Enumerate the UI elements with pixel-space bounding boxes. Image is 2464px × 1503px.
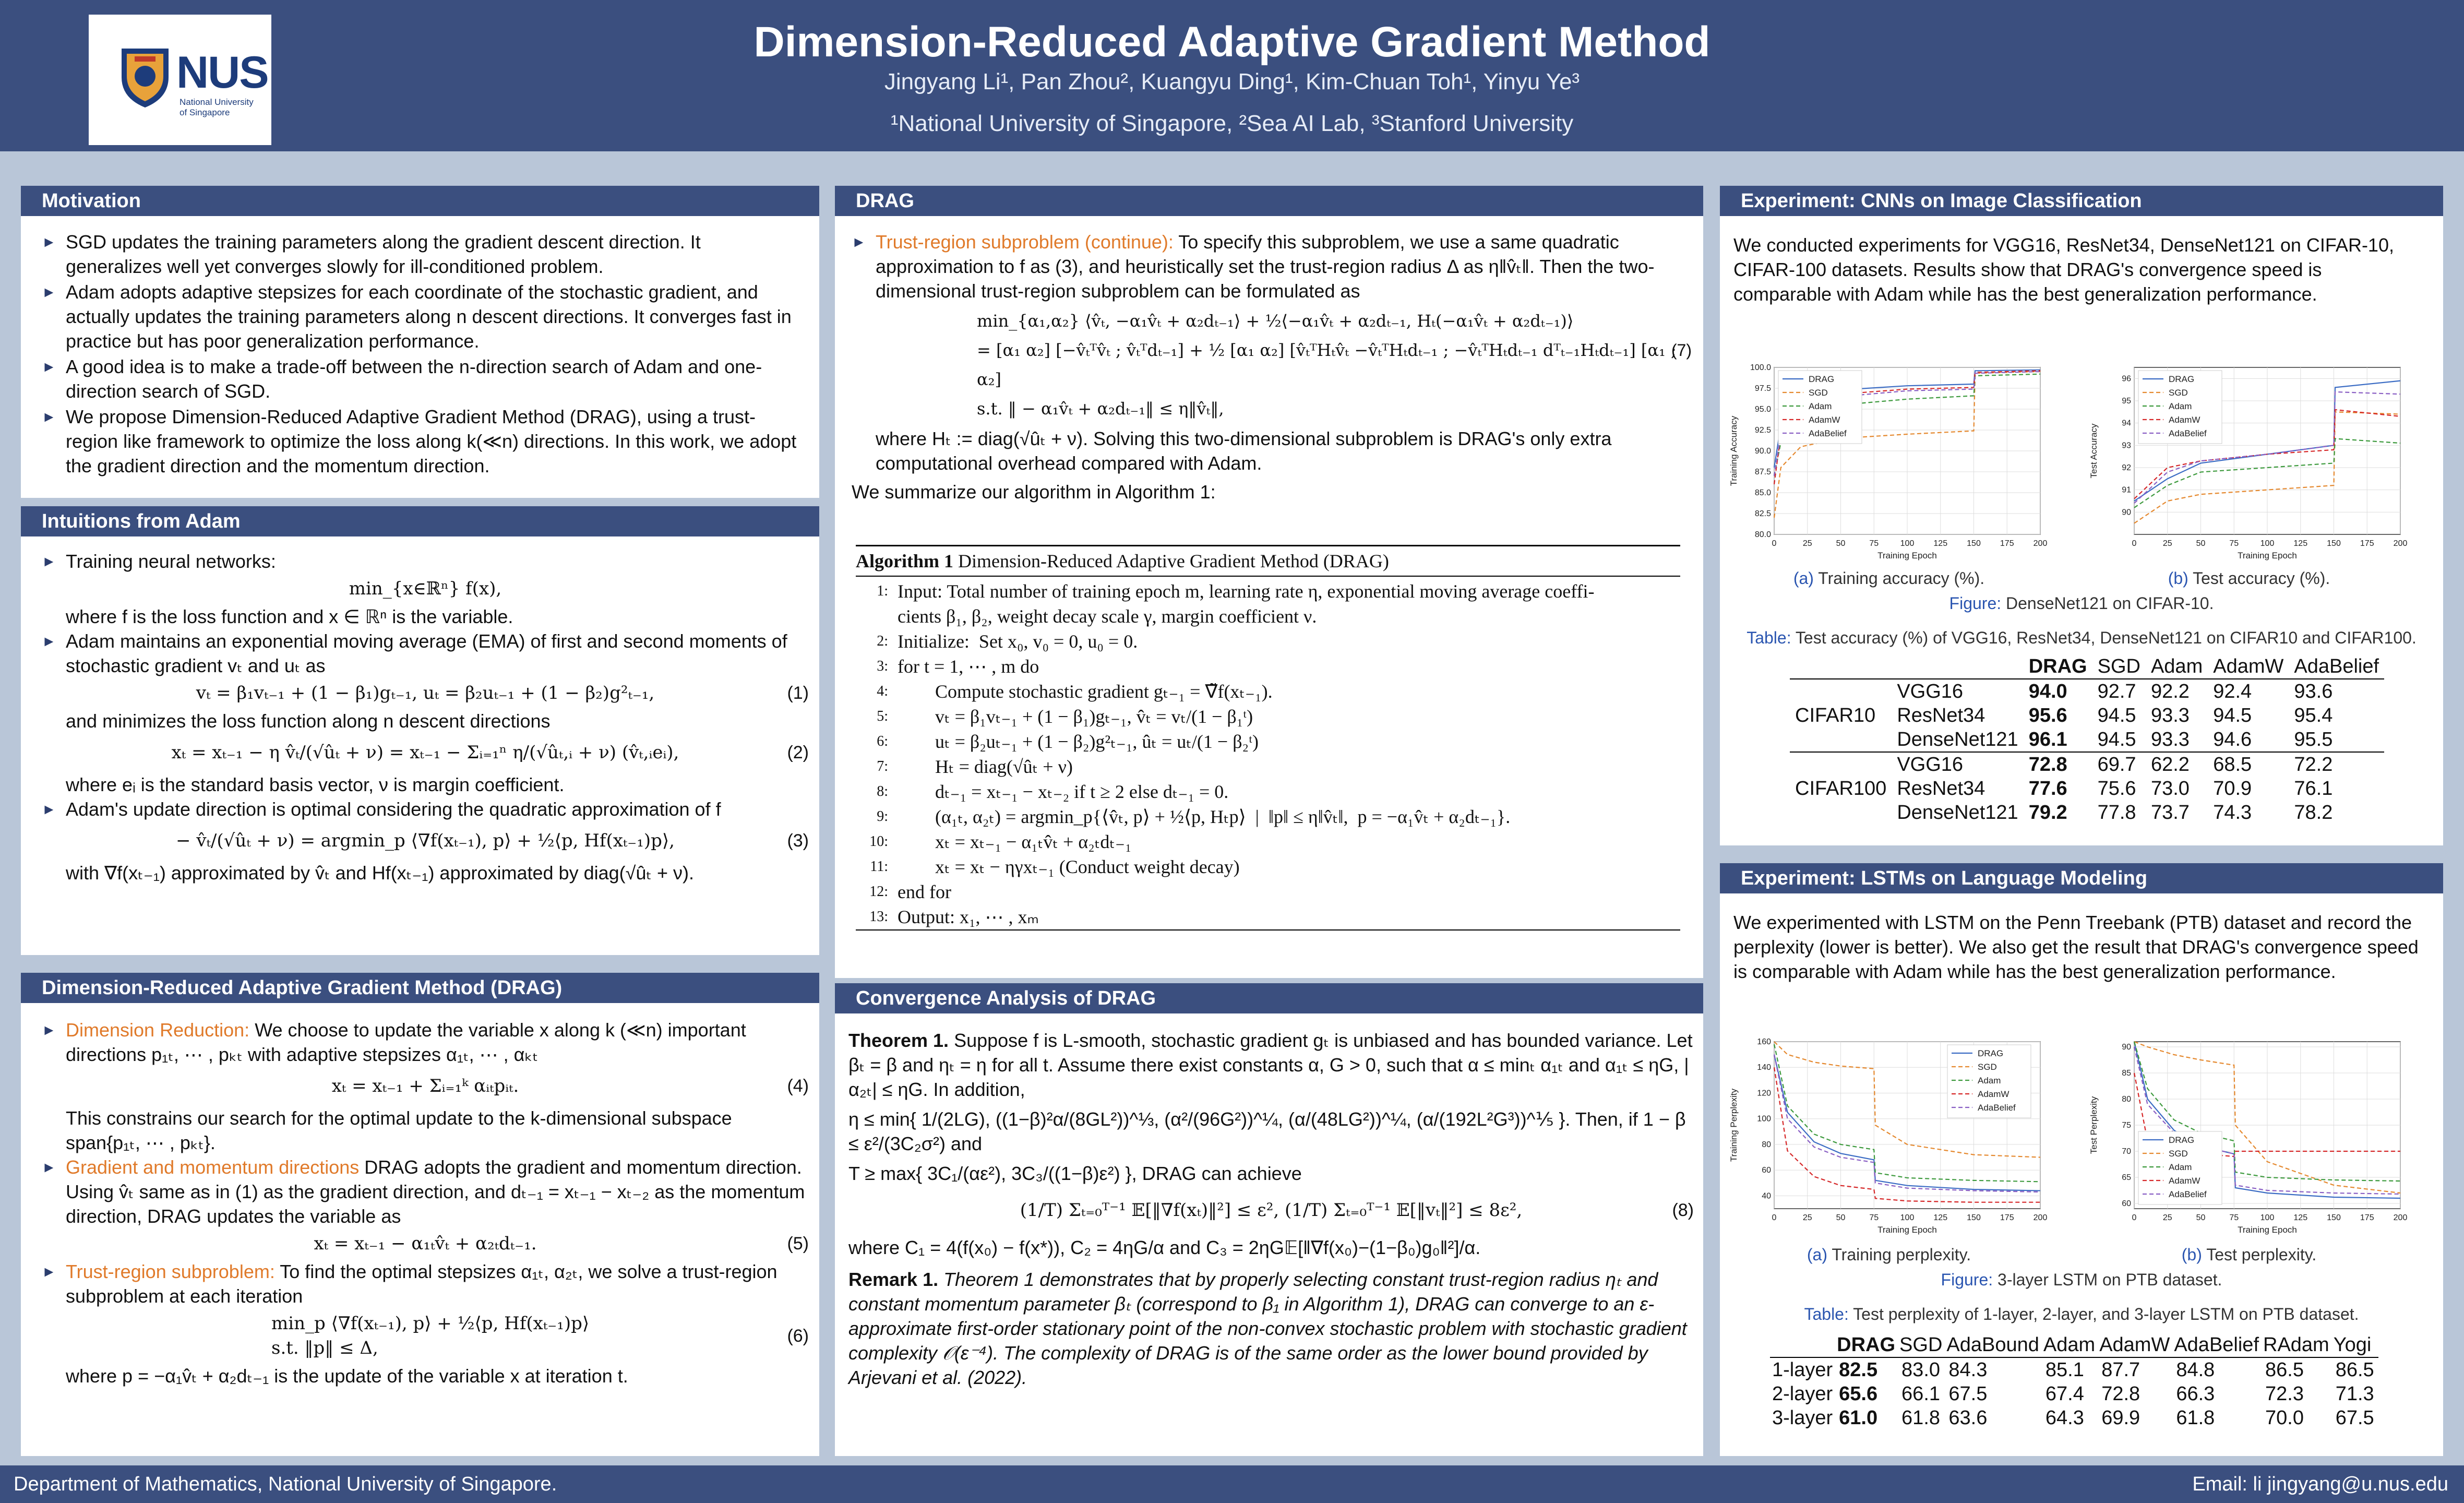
y-tick-label: 70 bbox=[2122, 1147, 2131, 1156]
algorithm-line-text: for t = 1, ⋯ , m do bbox=[898, 656, 1039, 677]
algorithm-line-number: 5: bbox=[877, 708, 888, 724]
table-cell: 95.5 bbox=[2294, 729, 2333, 750]
y-axis-label: Training Accuracy bbox=[1729, 415, 1739, 486]
legend-label: AdaBelief bbox=[1978, 1103, 2016, 1113]
algorithm-line-text: cients β₁, β₂, weight decay scale γ, margin coefficient ν. bbox=[898, 606, 1317, 627]
y-tick-label: 87.5 bbox=[1754, 468, 1771, 476]
legend-label: Adam bbox=[2169, 1162, 2192, 1172]
legend-label: AdaBelief bbox=[2169, 428, 2207, 438]
x-tick-label: 125 bbox=[1933, 539, 1948, 548]
x-tick-label: 100 bbox=[2260, 539, 2275, 548]
x-tick-label: 100 bbox=[2260, 1213, 2275, 1222]
algorithm-line-text: dₜ₋₁ = xₜ₋₁ − xₜ₋₂ if t ≥ 2 else dₜ₋₁ = 0. bbox=[898, 781, 1229, 802]
x-tick-label: 0 bbox=[2132, 539, 2137, 548]
y-tick-label: 100 bbox=[1757, 1114, 1771, 1124]
x-tick-label: 75 bbox=[2229, 539, 2239, 548]
table-cell: 94.5 bbox=[2097, 729, 2136, 750]
drag-body: ► Trust-region subproblem (continue): To specify this subproblem, we use a same quadratic approximation to f as (3), and heuristically set the trust-region radius Δ as η‖v̂ₜ‖. Then the two-dimensional trust-region subproblem can be formulated as min_{α₁,α₂} ⟨v̂ₜ, −α₁v̂ₜ + α₂dₜ₋₁⟩ + ½⟨−α₁v̂ₜ + α₂dₜ₋₁, Hₜ(−α₁v̂ₜ + α₂dₜ₋₁)⟩ = [α₁ α₂] [−v̂ₜᵀv̂ₜ ; v̂ₜᵀdₜ₋₁] + ½ [α₁ α₂] [v̂ₜᵀHₜv̂ₜ −v̂ₜᵀHₜdₜ₋₁ ; −v̂ₜᵀHₜdₜ₋₁ dᵀₜ₋₁Hₜdₜ₋₁] [α₁ ; α₂] s.t. ‖ − α₁v̂ₜ + α₂dₜ₋₁‖ ≤ η‖v̂ₜ‖, (7) where Hₜ := diag(√ûₜ + ν). Solving this two-dimensional subproblem is DRAG's only extra computational overhead compared with Adam. We summarize our algorithm in Algorithm 1: bbox=[852, 230, 1692, 504]
x-tick-label: 50 bbox=[2196, 539, 2206, 548]
equation-2: xₜ = xₜ₋₁ − η v̂ₜ/(√ûₜ + ν) = xₜ₋₁ − Σᵢ₌₁ⁿ η/(√ûₜ,ᵢ + ν) (v̂ₜ,ᵢeᵢ), (2) bbox=[171, 742, 809, 763]
y-tick-label: 92 bbox=[2122, 463, 2131, 472]
y-tick-label: 140 bbox=[1757, 1063, 1771, 1072]
x-axis-label: Training Epoch bbox=[1877, 551, 1937, 560]
table-cell: 86.5 bbox=[2335, 1359, 2374, 1381]
convergence-body: Theorem 1. Suppose f is L-smooth, stochastic gradient gₜ is unbiased and has bounded variance. Let βₜ = β and ηₜ = η for all t. Assume there exist constants α, G > 0, such that α ≤ minₜ α₁ₜ and α₁ₜ ≤ ηG, |α₂ₜ| ≤ ηG. In addition, η ≤ min{ 1/(2LG), ((1−β)²α/(8GL²))^⅓, (α²/(96G²))^¼, (α/(48LG²))^¼, (α/(192L²G³))^⅕ }. Then, if 1 − β ≤ ε²/(3C₂σ²) and T ≥ max{ 3C₁/(αε²), 3C₃/((1−β)ε²) }, DRAG can achieve (1/T) Σₜ₌₀ᵀ⁻¹ 𝔼[‖∇f(xₜ)‖²] ≤ ε², (1/T) Σₜ₌₀ᵀ⁻¹ 𝔼[‖vₜ‖²] ≤ 8ε², (8) where C₁ = 4(f(x₀) − f(x*)), C₂ = 4ηG/α and C₃ = 2ηG𝔼[‖∇f(x₀)−(1−β₀)g₀‖²]/α. Remark 1. Theorem 1 demonstrates that by properly selecting constant trust-region radius ηₜ and constant momentum parameter βₜ (correspond to β₁ in Algorithm 1), DRAG can converge to an ε-approximate first-order stationary point of the non-convex stochastic problem with stochastic gradient complexity 𝒪(ε⁻⁴). The complexity of DRAG is of the same order as the lower bound provided by Arjevani et al. (2022). bbox=[848, 1030, 1694, 1388]
x-tick-label: 175 bbox=[2000, 539, 2014, 548]
x-tick-label: 175 bbox=[2000, 1213, 2014, 1222]
table-header-row bbox=[1770, 1333, 2378, 1357]
table-row bbox=[1770, 1382, 2378, 1406]
table-cell: 70.9 bbox=[2213, 778, 2252, 800]
table-cell: 94.5 bbox=[2213, 705, 2252, 726]
algorithm-lines bbox=[856, 577, 1680, 931]
algorithm-line-text: Compute stochastic gradient gₜ₋₁ = ∇̃f(xₜ₋₁). bbox=[898, 681, 1273, 702]
algorithm-line bbox=[856, 829, 1680, 854]
x-axis-label: Training Epoch bbox=[1877, 1225, 1937, 1235]
poster-authors: Jingyang Li¹, Pan Zhou², Kuangyu Ding¹, Kim-Chuan Toh¹, Yinyu Ye³ bbox=[884, 69, 1580, 94]
poster-affiliations: ¹National University of Singapore, ²Sea AI Lab, ³Stanford University bbox=[890, 111, 1574, 136]
table-cell: 68.5 bbox=[2213, 754, 2252, 776]
legend-label: AdamW bbox=[2169, 1176, 2200, 1186]
algorithm-line-text: vₜ = β₁vₜ₋₁ + (1 − β₁)gₜ₋₁, v̂ₜ = vₜ/(1 − β₁ᵗ) bbox=[898, 706, 1253, 727]
drag-method-heading: Dimension-Reduced Adaptive Gradient Method (DRAG) bbox=[21, 973, 819, 1003]
chart-test-accuracy bbox=[2087, 360, 2411, 569]
y-tick-label: 80.0 bbox=[1754, 530, 1771, 539]
legend-label: SGD bbox=[1809, 388, 1828, 398]
algorithm-title: Algorithm 1 Dimension-Reduced Adaptive Gradient Method (DRAG) bbox=[856, 546, 1680, 577]
legend-label: AdamW bbox=[1978, 1089, 2010, 1099]
lstm-intro: We experimented with LSTM on the Penn Treebank (PTB) dataset and record the perplexity (lower is better). We also get the result that DRAG's convergence speed is comparable with Adam while has the best generalization performance. bbox=[1733, 912, 2419, 982]
table-cell: 66.3 bbox=[2176, 1383, 2215, 1405]
table-model-cell: DenseNet121 bbox=[1897, 729, 2018, 750]
legend-label: Adam bbox=[1978, 1076, 2001, 1086]
intuitions-body: ► Training neural networks: min_{x∈ℝⁿ} f(x), where f is the loss function and x ∈ ℝⁿ is the variable. ► Adam maintains an exponential moving average (EMA) of first and second moments of stochastic gradient vₜ and uₜ as vₜ = β₁vₜ₋₁ + (1 − β₁)gₜ₋₁, uₜ = β₂uₜ₋₁ + (1 − β₂)g²ₜ₋₁, (1) and minimizes the loss function along n descent directions xₜ = xₜ₋₁ − η v̂ₜ/(√ûₜ + ν) = xₜ₋₁ − Σᵢ₌₁ⁿ η/(√ûₜ,ᵢ + ν) (v̂ₜ,ᵢeᵢ), (2) where eᵢ is the standard basis vector, ν is margin coefficient. ► Adam's update direction is optimal considering the quadratic approximation of f − v̂ₜ/(√ûₜ + ν) = argmin_p ⟨∇f(xₜ₋₁), p⟩ + ½⟨p, Hf(xₜ₋₁)p⟩, (3) with ∇f(xₜ₋₁) approximated by v̂ₜ and Hf(xₜ₋₁) approximated by diag(√ûₜ + ν). bbox=[42, 549, 809, 885]
table-header-cell: SGD bbox=[2097, 655, 2140, 677]
table-header-cell: SGD bbox=[1899, 1334, 1943, 1356]
algorithm-line-number: 2: bbox=[877, 633, 888, 649]
table-cell: 92.2 bbox=[2150, 681, 2190, 702]
table-header-cell: DRAG bbox=[2028, 655, 2087, 677]
algorithm-line bbox=[856, 629, 1680, 654]
table-row-label: 2-layer bbox=[1772, 1383, 1833, 1405]
x-axis-label: Training Epoch bbox=[2238, 1225, 2297, 1235]
y-tick-label: 95.0 bbox=[1754, 405, 1771, 414]
legend-label: DRAG bbox=[2169, 374, 2195, 384]
cnn-intro: We conducted experiments for VGG16, ResNet34, DenseNet121 on CIFAR-10, CIFAR-100 datasets. Results show that DRAG's convergence speed is comparable with Adam while has the best generalization performance. bbox=[1733, 234, 2394, 305]
algorithm-line-text: end for bbox=[898, 881, 951, 902]
y-tick-label: 96 bbox=[2122, 374, 2131, 384]
y-tick-label: 80 bbox=[2122, 1095, 2131, 1104]
legend-label: AdaBelief bbox=[2169, 1189, 2207, 1199]
table-row bbox=[1770, 1357, 2378, 1382]
x-tick-label: 150 bbox=[2327, 539, 2341, 548]
y-tick-label: 94 bbox=[2122, 419, 2131, 428]
algorithm-box bbox=[856, 545, 1680, 931]
x-tick-label: 25 bbox=[2162, 1213, 2172, 1222]
algorithm-line bbox=[856, 704, 1680, 729]
table-cell: 67.5 bbox=[2335, 1407, 2374, 1429]
logo-subtitle: National University of Singapore bbox=[180, 97, 254, 117]
y-tick-label: 90 bbox=[2122, 508, 2131, 517]
legend-label: DRAG bbox=[1978, 1048, 2004, 1058]
y-tick-label: 90.0 bbox=[1754, 447, 1771, 456]
algorithm-line-text: (α₁ₜ, α₂ₜ) = argmin_p{⟨v̂ₜ, p⟩ + ½⟨p, Hₜp⟩ | ‖p‖ ≤ η‖v̂ₜ‖, p = −α₁v̂ₜ + α₂dₜ₋₁}. bbox=[898, 806, 1511, 827]
y-tick-label: 80 bbox=[1762, 1140, 1771, 1149]
table-cell: 62.2 bbox=[2150, 754, 2190, 776]
drag-method-body: ► Dimension Reduction: We choose to update the variable x along k (≪n) important directions p₁ₜ, ⋯ , pₖₜ with adaptive stepsizes α₁ₜ, ⋯ , αₖₜ xₜ = xₜ₋₁ + Σᵢ₌₁ᵏ αᵢₜpᵢₜ. (4) This constrains our search for the optimal update to the k-dimensional subspace span{p₁ₜ, ⋯ , pₖₜ}. ► Gradient and momentum directions DRAG adopts the gradient and momentum direction. Using v̂ₜ same as in (1) as the gradient direction, and dₜ₋₁ = xₜ₋₁ − xₜ₋₂ as the momentum direction, DRAG updates the variable as xₜ = xₜ₋₁ − α₁ₜv̂ₜ + α₂ₜdₜ₋₁. (5) ► Trust-region subproblem: To find the optimal stepsizes α₁ₜ, α₂ₜ, we solve a trust-region subproblem at each iteration min_p ⟨∇f(xₜ₋₁), p⟩ + ½⟨p, Hf(xₜ₋₁)p⟩ s.t. ‖p‖ ≤ Δ, (6) where p = −α₁v̂ₜ + α₂dₜ₋₁ is the update of the variable x at iteration t. bbox=[42, 1018, 809, 1388]
table-cell: 72.8 bbox=[2101, 1383, 2140, 1405]
equation-min: min_{x∈ℝⁿ} f(x), bbox=[349, 578, 502, 599]
table-cell: 71.3 bbox=[2335, 1383, 2374, 1405]
table-cell: 92.4 bbox=[2213, 681, 2252, 702]
algorithm-line-number bbox=[856, 604, 898, 629]
x-tick-label: 75 bbox=[2229, 1213, 2239, 1222]
table-header-cell: Adam bbox=[2150, 655, 2203, 677]
motivation-bullet: ► Adam adopts adaptive stepsizes for each coordinate of the stochastic gradient, and actually updates the training parameters along n descent directions. It converges fast in practice but has poor generalization performance. bbox=[42, 280, 798, 353]
table-model-cell: ResNet34 bbox=[1897, 778, 1985, 800]
table-header-cell: Yogi bbox=[2333, 1334, 2372, 1356]
table-cell: 69.7 bbox=[2097, 754, 2136, 776]
footer-email[interactable]: Email: li jingyang@u.nus.edu bbox=[2192, 1473, 2448, 1495]
legend-label: SGD bbox=[2169, 1149, 2188, 1159]
legend-label: AdamW bbox=[2169, 415, 2200, 425]
table-cell: 72.8 bbox=[2028, 754, 2067, 776]
x-tick-label: 200 bbox=[2033, 1213, 2048, 1222]
y-tick-label: 120 bbox=[1757, 1089, 1771, 1098]
y-tick-label: 82.5 bbox=[1754, 509, 1771, 518]
table-cell: 95.4 bbox=[2294, 705, 2333, 726]
chart-test-perplexity bbox=[2087, 1034, 2411, 1243]
algorithm-line bbox=[856, 904, 1680, 929]
table-cell: 72.2 bbox=[2294, 754, 2333, 776]
y-tick-label: 75 bbox=[2122, 1121, 2131, 1130]
equation-3: − v̂ₜ/(√ûₜ + ν) = argmin_p ⟨∇f(xₜ₋₁), p⟩ + ½⟨p, Hf(xₜ₋₁)p⟩, (3) bbox=[176, 830, 809, 851]
algorithm-line-text: Hₜ = diag(√ûₜ + ν) bbox=[898, 756, 1073, 777]
table-cell: 84.8 bbox=[2176, 1359, 2215, 1381]
table-header-cell: AdaBelief bbox=[2294, 655, 2379, 677]
table-cell: 70.0 bbox=[2265, 1407, 2304, 1429]
table-cell: 64.3 bbox=[2045, 1407, 2084, 1429]
legend-label: AdamW bbox=[1809, 415, 1840, 425]
table-cell: 61.8 bbox=[1901, 1407, 1941, 1429]
table-row-label: 3-layer bbox=[1772, 1407, 1833, 1429]
table-cell: 96.1 bbox=[2028, 729, 2067, 750]
x-tick-label: 125 bbox=[2293, 539, 2308, 548]
table-cell: 67.4 bbox=[2045, 1383, 2084, 1405]
table-header-cell: AdaBelief bbox=[2174, 1334, 2259, 1356]
algorithm-line-number: 3: bbox=[877, 658, 888, 674]
algorithm-line bbox=[856, 804, 1680, 829]
y-tick-label: 92.5 bbox=[1754, 426, 1771, 435]
table-header-cell: DRAG bbox=[1837, 1334, 1896, 1356]
y-tick-label: 40 bbox=[1762, 1191, 1771, 1201]
subcaption-b: (b) Test perplexity. bbox=[2181, 1245, 2317, 1264]
legend-label: DRAG bbox=[2169, 1135, 2195, 1145]
lstm-heading: Experiment: LSTMs on Language Modeling bbox=[1720, 863, 2443, 893]
legend-label: DRAG bbox=[1809, 374, 1835, 384]
algorithm-line-text: xₜ = xₜ₋₁ − α₁ₜv̂ₜ + α₂ₜdₜ₋₁ bbox=[898, 831, 1132, 852]
table-cell: 75.6 bbox=[2097, 778, 2136, 800]
table-row bbox=[1790, 752, 2384, 777]
table-cell: 93.3 bbox=[2150, 729, 2190, 750]
table-cell: 76.1 bbox=[2294, 778, 2333, 800]
table-cell: 82.5 bbox=[1839, 1359, 1878, 1381]
table-cell: 74.3 bbox=[2213, 802, 2252, 824]
y-tick-label: 95 bbox=[2122, 397, 2131, 405]
poster-title: Dimension-Reduced Adaptive Gradient Method bbox=[753, 18, 1711, 66]
x-tick-label: 0 bbox=[2132, 1213, 2137, 1222]
algorithm-line bbox=[856, 729, 1680, 754]
algorithm-line-number: 1: bbox=[877, 583, 888, 599]
table-cell: 73.0 bbox=[2150, 778, 2190, 800]
x-axis-label: Training Epoch bbox=[2238, 551, 2297, 560]
equation-8: (1/T) Σₜ₌₀ᵀ⁻¹ 𝔼[‖∇f(xₜ)‖²] ≤ ε², (1/T) Σₜ₌₀ᵀ⁻¹ 𝔼[‖vₜ‖²] ≤ 8ε², (8) bbox=[1020, 1200, 1694, 1221]
table-cell: 72.3 bbox=[2265, 1383, 2304, 1405]
x-tick-label: 25 bbox=[2162, 539, 2172, 548]
algorithm-line bbox=[856, 579, 1680, 604]
x-tick-label: 150 bbox=[1967, 1213, 1981, 1222]
algorithm-line-number: 11: bbox=[870, 858, 888, 875]
y-axis-label: Test Accuracy bbox=[2089, 423, 2099, 479]
table-cell: 93.3 bbox=[2150, 705, 2190, 726]
x-tick-label: 75 bbox=[1869, 1213, 1879, 1222]
algorithm-line-number: 4: bbox=[877, 683, 888, 699]
table-cell: 79.2 bbox=[2028, 802, 2067, 824]
table-model-cell: DenseNet121 bbox=[1897, 802, 2018, 824]
algorithm-line-number: 10: bbox=[869, 833, 888, 850]
algorithm-line-text: Initialize: Set x₀, v₀ = 0, u₀ = 0. bbox=[898, 631, 1138, 652]
table-cell: 67.5 bbox=[1948, 1383, 1988, 1405]
algorithm-line bbox=[856, 779, 1680, 804]
y-tick-label: 160 bbox=[1757, 1037, 1771, 1046]
table-cell: 77.6 bbox=[2028, 778, 2067, 800]
table-cell: 63.6 bbox=[1948, 1407, 1988, 1429]
x-tick-label: 100 bbox=[1900, 539, 1915, 548]
x-tick-label: 175 bbox=[2360, 1213, 2374, 1222]
poster-footer bbox=[0, 1465, 2464, 1503]
x-tick-label: 200 bbox=[2393, 539, 2408, 548]
table-model-cell: ResNet34 bbox=[1897, 705, 1985, 726]
table-cell: 61.0 bbox=[1839, 1407, 1878, 1429]
algorithm-line bbox=[856, 654, 1680, 679]
lstm-table-caption: Table: Test perplexity of 1-layer, 2-layer, and 3-layer LSTM on PTB dataset. bbox=[1804, 1305, 2359, 1323]
x-tick-label: 125 bbox=[1933, 1213, 1948, 1222]
table-cell: 93.6 bbox=[2294, 681, 2333, 702]
cnn-table-caption: Table: Test accuracy (%) of VGG16, ResNet34, DenseNet121 on CIFAR10 and CIFAR100. bbox=[1747, 628, 2417, 647]
logo-text: NUS bbox=[176, 47, 268, 98]
equation-5: xₜ = xₜ₋₁ − α₁ₜv̂ₜ + α₂ₜdₜ₋₁. (5) bbox=[314, 1233, 809, 1254]
algorithm-line-text: uₜ = β₂uₜ₋₁ + (1 − β₂)g²ₜ₋₁, ûₜ = uₜ/(1 − β₂ᵗ) bbox=[898, 731, 1259, 752]
x-tick-label: 0 bbox=[1772, 1213, 1777, 1222]
table-corner bbox=[1790, 654, 1892, 679]
table-header-cell: Adam bbox=[2043, 1334, 2096, 1356]
x-tick-label: 200 bbox=[2393, 1213, 2408, 1222]
table-model-cell: VGG16 bbox=[1897, 754, 1964, 776]
table-group-cell: CIFAR10 bbox=[1795, 705, 1876, 726]
legend-label: Adam bbox=[1809, 401, 1832, 411]
equation-6: min_p ⟨∇f(xₜ₋₁), p⟩ + ½⟨p, Hf(xₜ₋₁)p⟩ s.t. ‖p‖ ≤ Δ, (6) bbox=[271, 1313, 809, 1358]
y-tick-label: 85 bbox=[2122, 1069, 2131, 1078]
table-corner bbox=[1892, 654, 2023, 679]
x-tick-label: 150 bbox=[1967, 539, 1981, 548]
table-cell: 69.9 bbox=[2101, 1407, 2140, 1429]
chart-training-accuracy bbox=[1727, 360, 2051, 569]
algorithm-line bbox=[856, 604, 1680, 629]
table-cell: 83.0 bbox=[1901, 1359, 1941, 1381]
x-tick-label: 150 bbox=[2327, 1213, 2341, 1222]
table-cell: 87.7 bbox=[2101, 1359, 2140, 1381]
motivation-bullet: ► A good idea is to make a trade-off between the n-direction search of Adam and one-direction search of SGD. bbox=[42, 354, 798, 403]
lstm-figure-caption: Figure: 3-layer LSTM on PTB dataset. bbox=[1941, 1270, 2222, 1289]
table-header-cell: RAdam bbox=[2263, 1334, 2329, 1356]
table-cell: 94.0 bbox=[2028, 681, 2067, 702]
table-header-cell: AdamW bbox=[2213, 655, 2284, 677]
table-header-row bbox=[1790, 654, 2384, 679]
y-tick-label: 90 bbox=[2122, 1043, 2131, 1052]
y-tick-label: 85.0 bbox=[1754, 488, 1771, 497]
x-tick-label: 25 bbox=[1802, 1213, 1812, 1222]
table-cell: 95.6 bbox=[2028, 705, 2067, 726]
table-corner bbox=[1770, 1333, 1835, 1357]
y-tick-label: 65 bbox=[2122, 1173, 2131, 1182]
algorithm-line-number: 8: bbox=[877, 783, 888, 800]
table-model-cell: VGG16 bbox=[1897, 681, 1964, 702]
algorithm-line-number: 12: bbox=[869, 884, 888, 900]
table-cell: 73.7 bbox=[2150, 802, 2190, 824]
table-row bbox=[1770, 1406, 2378, 1430]
table-cell: 85.1 bbox=[2045, 1359, 2084, 1381]
subcaption-a: (a) Training accuracy (%). bbox=[1793, 569, 1985, 588]
x-tick-label: 100 bbox=[1900, 1213, 1915, 1222]
x-tick-label: 0 bbox=[1772, 539, 1777, 548]
equation-1: vₜ = β₁vₜ₋₁ + (1 − β₁)gₜ₋₁, uₜ = β₂uₜ₋₁ + (1 − β₂)g²ₜ₋₁, (1) bbox=[196, 683, 809, 703]
y-tick-label: 60 bbox=[2122, 1199, 2131, 1208]
algorithm-line bbox=[856, 679, 1680, 704]
x-tick-label: 200 bbox=[2033, 539, 2048, 548]
subcaption-b: (b) Test accuracy (%). bbox=[2168, 569, 2330, 588]
table-group-cell: CIFAR100 bbox=[1795, 778, 1887, 800]
table-cell: 61.8 bbox=[2176, 1407, 2215, 1429]
cnn-figure-caption: Figure: DenseNet121 on CIFAR-10. bbox=[1949, 594, 2214, 613]
y-tick-label: 93 bbox=[2122, 441, 2131, 450]
drag-heading: DRAG bbox=[835, 186, 1703, 216]
algorithm-line-number: 9: bbox=[877, 808, 888, 825]
table-cell: 94.5 bbox=[2097, 705, 2136, 726]
algorithm-line-text: Input: Total number of training epoch m, learning rate η, exponential moving average coeffi- bbox=[898, 581, 1595, 602]
algorithm-line bbox=[856, 879, 1680, 904]
legend-label: SGD bbox=[1978, 1062, 1997, 1072]
chart-training-perplexity bbox=[1727, 1034, 2051, 1243]
footer-department: Department of Mathematics, National University of Singapore. bbox=[14, 1473, 557, 1495]
poster-header bbox=[0, 0, 2464, 151]
y-tick-label: 91 bbox=[2122, 485, 2131, 495]
algorithm-line-text: xₜ = xₜ − ηγxₜ₋₁ (Conduct weight decay) bbox=[898, 856, 1240, 877]
y-tick-label: 100.0 bbox=[1750, 363, 1771, 372]
lstm-results-table bbox=[1770, 1333, 2378, 1430]
motivation-heading: Motivation bbox=[21, 186, 819, 216]
motivation-body bbox=[42, 230, 798, 479]
algorithm-line-text: Output: x₁, ⋯ , xₘ bbox=[898, 906, 1039, 927]
y-axis-label: Test Perplexity bbox=[2089, 1096, 2099, 1154]
x-tick-label: 50 bbox=[1836, 539, 1846, 548]
table-cell: 78.2 bbox=[2294, 802, 2333, 824]
y-axis-label: Training Perplexity bbox=[1729, 1088, 1739, 1162]
table-cell: 84.3 bbox=[1948, 1359, 1988, 1381]
table-row bbox=[1790, 679, 2384, 703]
table-row-label: 1-layer bbox=[1772, 1359, 1833, 1381]
legend-label: Adam bbox=[2169, 401, 2192, 411]
algorithm-line-number: 6: bbox=[877, 733, 888, 749]
table-cell: 92.7 bbox=[2097, 681, 2136, 702]
table-cell: 94.6 bbox=[2213, 729, 2252, 750]
table-cell: 66.1 bbox=[1901, 1383, 1941, 1405]
cnn-heading: Experiment: CNNs on Image Classification bbox=[1720, 186, 2443, 216]
y-tick-label: 97.5 bbox=[1754, 384, 1771, 393]
x-tick-label: 125 bbox=[2293, 1213, 2308, 1222]
y-tick-label: 60 bbox=[1762, 1166, 1771, 1175]
intuitions-heading: Intuitions from Adam bbox=[21, 506, 819, 536]
convergence-heading: Convergence Analysis of DRAG bbox=[835, 983, 1703, 1013]
equation-7: min_{α₁,α₂} ⟨v̂ₜ, −α₁v̂ₜ + α₂dₜ₋₁⟩ + ½⟨−α₁v̂ₜ + α₂dₜ₋₁, Hₜ(−α₁v̂ₜ + α₂dₜ₋₁)⟩ = [α₁ α₂] [−v̂ₜᵀv̂ₜ ; v̂ₜᵀdₜ₋₁] + ½ [α₁ α₂] [v̂ₜᵀHₜv̂ₜ −v̂ₜᵀHₜdₜ₋₁ ; −v̂ₜᵀHₜdₜ₋₁ dᵀₜ₋₁Hₜdₜ₋₁] [α₁ ; α₂] s.t. ‖ − α₁v̂ₜ + α₂dₜ₋₁‖ ≤ η‖v̂ₜ‖, (7) bbox=[977, 311, 1692, 419]
motivation-bullet: ► We propose Dimension-Reduced Adaptive Gradient Method (DRAG), using a trust-region like framework to optimize the loss along k(≪n) directions. In this work, we adopt the gradient direction and the momentum direction. bbox=[42, 404, 798, 478]
x-tick-label: 50 bbox=[2196, 1213, 2206, 1222]
legend-label: SGD bbox=[2169, 388, 2188, 398]
algorithm-line bbox=[856, 854, 1680, 879]
table-header-cell: AdamW bbox=[2099, 1334, 2170, 1356]
equation-4: xₜ = xₜ₋₁ + Σᵢ₌₁ᵏ αᵢₜpᵢₜ. (4) bbox=[331, 1076, 809, 1096]
table-cell: 86.5 bbox=[2265, 1359, 2304, 1381]
table-header-cell: AdaBound bbox=[1946, 1334, 2039, 1356]
algorithm-line-number: 7: bbox=[877, 758, 888, 774]
x-tick-label: 175 bbox=[2360, 539, 2374, 548]
cnn-results-table bbox=[1790, 654, 2384, 825]
algorithm-line bbox=[856, 754, 1680, 779]
algorithm-line-number: 13: bbox=[869, 909, 888, 925]
x-tick-label: 75 bbox=[1869, 539, 1879, 548]
legend-label: AdaBelief bbox=[1809, 428, 1847, 438]
table-cell: 77.8 bbox=[2097, 802, 2136, 824]
subcaption-a: (a) Training perplexity. bbox=[1807, 1245, 1971, 1264]
x-tick-label: 50 bbox=[1836, 1213, 1846, 1222]
table-cell: 65.6 bbox=[1839, 1383, 1878, 1405]
x-tick-label: 25 bbox=[1802, 539, 1812, 548]
motivation-bullet: ► SGD updates the training parameters along the gradient descent direction. It generalizes well yet converges slowly for ill-conditioned problem. bbox=[42, 230, 798, 279]
